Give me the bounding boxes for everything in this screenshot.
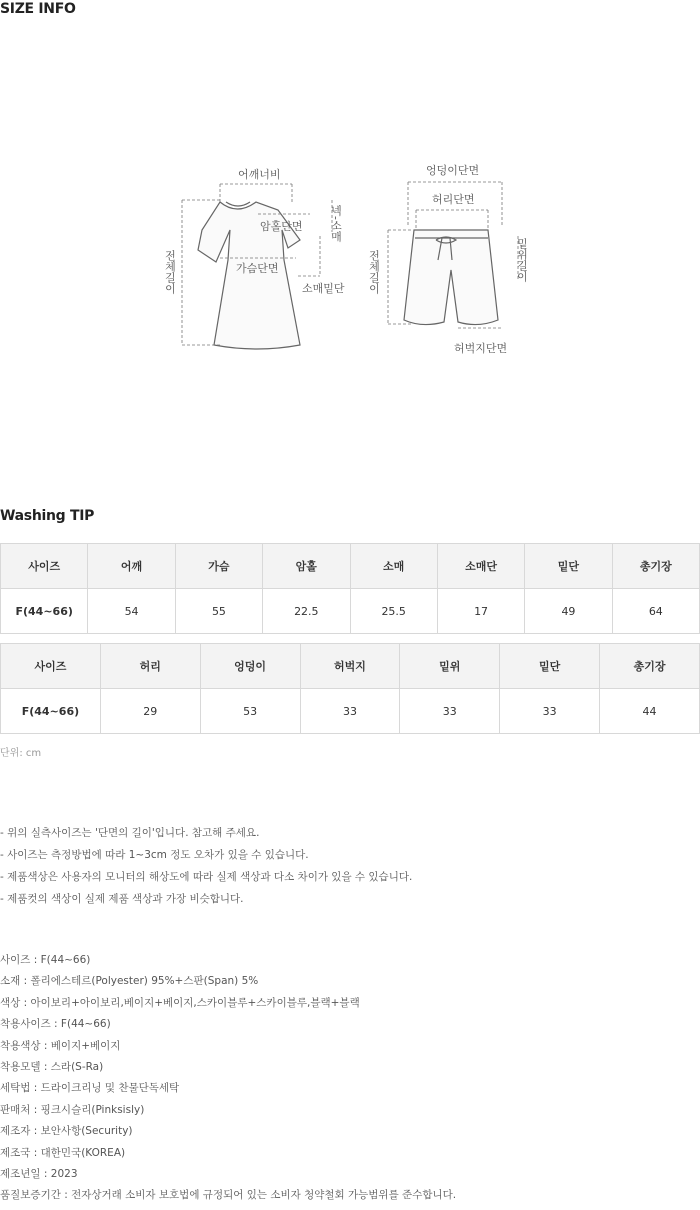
header-cell: 소매단 [437,544,524,589]
table-cell: F(44~66) [1,589,88,634]
list-item: 소재 : 폴리에스테르(Polyester) 95%+스판(Span) 5% [0,975,259,988]
shorts-illustration [404,230,498,325]
list-item: 색상 : 아이보리+아이보리,베이지+베이지,스카이블루+스카이블루,블랙+블랙 [0,996,360,1009]
shorts-total-length-label: 전체길이 [367,250,381,294]
list-item: 품질보증기간 : 전자상거래 소비자 보호법에 규정되어 있는 소비자 청약철회 가능범위를 준수합니다. [0,1189,457,1202]
list-item: 착용사이즈 : F(44~66) [0,1018,111,1031]
table-cell: 49 [525,589,612,634]
size-measurement-diagram [160,160,540,360]
table-cell: 33 [500,689,600,734]
table-cell: 29 [100,689,200,734]
table-cell: F(44~66) [1,689,101,734]
shoulder-width-label: 어깨너비 [238,168,281,181]
table-cell: 54 [88,589,175,634]
header-cell: 사이즈 [1,644,101,689]
table-row [1,689,700,734]
tshirt-total-length-label: 전체길이 [163,250,177,294]
table-cell: 25.5 [350,589,437,634]
armhole-label: 암홀단면 [260,220,303,233]
hip-label: 엉덩이단면 [426,164,480,177]
list-item: 사이즈 : F(44~66) [0,954,91,966]
table-row [1,589,700,634]
list-item: 세탁법 : 드라이크리닝 및 찬물단독세탁 [0,1082,180,1095]
list-item: 판매처 : 핑크시슬리(Pinksisly) [0,1103,145,1116]
header-cell: 총기장 [612,544,699,589]
table-cell: 64 [612,589,699,634]
size-info-heading: SIZE INFO [0,1,76,17]
table-cell: 33 [400,689,500,734]
list-item: 착용색상 : 베이지+베이지 [0,1039,121,1052]
table-cell: 22.5 [263,589,350,634]
table-cell: 55 [175,589,262,634]
table-cell: 44 [600,689,700,734]
unit-note: 단위: cm [0,748,42,759]
list-item: - 위의 실측사이즈는 '단면의 길이'입니다. 참고해 주세요. [0,827,260,839]
table-cell: 53 [200,689,300,734]
header-cell: 밑단 [525,544,612,589]
washing-tip-heading: Washing TIP [0,508,95,524]
header-cell: 허리 [100,644,200,689]
header-cell: 소매 [350,544,437,589]
header-cell: 밑단 [500,644,600,689]
list-item: - 제품색상은 사용자의 모니터의 해상도에 따라 실제 색상과 다소 차이가 있을 수 있습니다. [0,871,413,883]
header-cell: 사이즈 [1,544,88,589]
list-item: - 사이즈는 측정방법에 따라 1~3cm 정도 오차가 있을 수 있습니다. [0,849,309,861]
header-cell: 밑위 [400,644,500,689]
neck-sleeve-label: 넥-소매 [329,205,343,242]
sleeve-hem-label: 소매밑단 [302,282,345,295]
thigh-label: 허벅지단면 [454,342,508,355]
header-cell: 총기장 [600,644,700,689]
table-cell: 33 [300,689,400,734]
notes-list [0,822,412,910]
bottom-size-table [0,643,700,734]
list-item: 제조국 : 대한민국(KOREA) [0,1146,126,1159]
top-size-table [0,543,700,634]
table-header-row [1,644,700,689]
header-cell: 어깨 [88,544,175,589]
table-cell: 17 [437,589,524,634]
list-item: 착용모델 : 스라(S-Ra) [0,1061,104,1074]
header-cell: 허벅지 [300,644,400,689]
list-item: 제조자 : 보안사항(Security) [0,1125,133,1138]
table-header-row [1,544,700,589]
header-cell: 암홀 [263,544,350,589]
rise-label: 밑위길이 [515,238,529,282]
waist-label: 허리단면 [432,193,475,206]
header-cell: 엉덩이 [200,644,300,689]
header-cell: 가슴 [175,544,262,589]
product-specs-list [0,950,456,1207]
list-item: - 제품컷의 색상이 실제 제품 색상과 가장 비슷합니다. [0,893,244,905]
list-item: 제조년일 : 2023 [0,1168,78,1181]
chest-label: 가슴단면 [236,262,279,275]
